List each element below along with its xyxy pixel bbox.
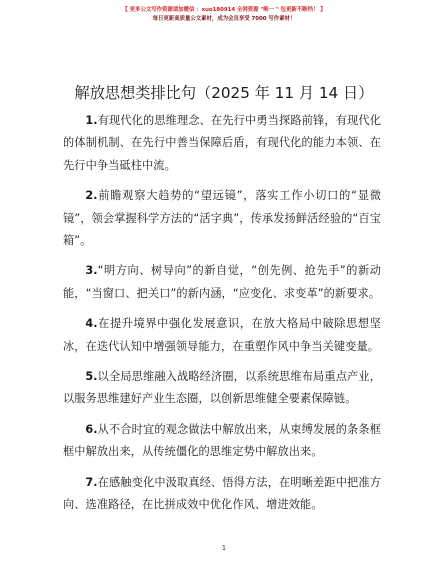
- paragraph-text: “明方向、树导向”的新自觉，“创先例、抢先手”的新动能，“当窗口、把关口”的新内涵，“应变化、求变革”的新要求。: [63, 264, 381, 300]
- promo-banner-line-1: 【 更多公文写作资源请加微信 ：xuo180914 全网资源 "唯一 " 包更新不断档！ 】: [122, 7, 326, 13]
- paragraph-text: 有现代化的思维理念、在先行中勇当探路前锋，有现代化的体制机制、在先行中善当保障后盾，有现代化的能力本领、在先行中争当砥柱中流。: [63, 114, 381, 172]
- paragraph-text: 以全局思维融入战略经济圈，以系统思维布局重点产业，以服务思维建好产业生态圈，以创新思维健全要素保障链。: [63, 370, 381, 406]
- paragraph-text: 在提升境界中强化发展意识，在放大格局中破除思想坚冰，在迭代认知中增强领导能力，在重塑作风中争当关键变量。: [63, 317, 381, 353]
- paragraph-number: 1.: [85, 114, 98, 127]
- paragraph-number: 4.: [85, 317, 98, 331]
- paragraph-1: [63, 110, 381, 177]
- paragraph-4: [63, 313, 381, 358]
- paragraph-3: [63, 260, 381, 305]
- paragraph-number: 3.: [85, 264, 98, 278]
- promo-banner-line-2: 每日更新高质量公文素材，成为会员享受 7000 写作素材！: [152, 16, 296, 22]
- paragraph-6: [63, 419, 381, 464]
- paragraph-7: [63, 472, 381, 517]
- paragraph-number: 6.: [85, 422, 98, 436]
- paragraph-text: 前瞻观察大趋势的“望远镜”，落实工作小切口的“显微镜”，领会掌握科学方法的“活字典”，传承发扬鲜活经验的“百宝箱”。: [63, 189, 381, 248]
- paragraph-number: 2.: [85, 189, 98, 203]
- paragraph-text: 从不合时宜的观念做法中解放出来，从束缚发展的条条框框中解放出来，从传统僵化的思维定势中解放出来。: [63, 422, 381, 459]
- paragraph-number: 7.: [85, 475, 98, 489]
- paragraph-number: 5.: [85, 370, 98, 384]
- paragraph-2: [63, 185, 381, 252]
- page-number: 1: [221, 544, 227, 552]
- paragraph-text: 在感触变化中汲取真经、悟得方法，在明晰差距中把准方向、选准路径，在比拼成效中优化作风、增进效能。: [63, 475, 381, 512]
- document-title: 解放思想类排比句（2025 年 11 月 14 日）: [74, 84, 374, 102]
- document-body: [63, 110, 381, 525]
- paragraph-5: [63, 366, 381, 411]
- promo-banner: [0, 6, 448, 24]
